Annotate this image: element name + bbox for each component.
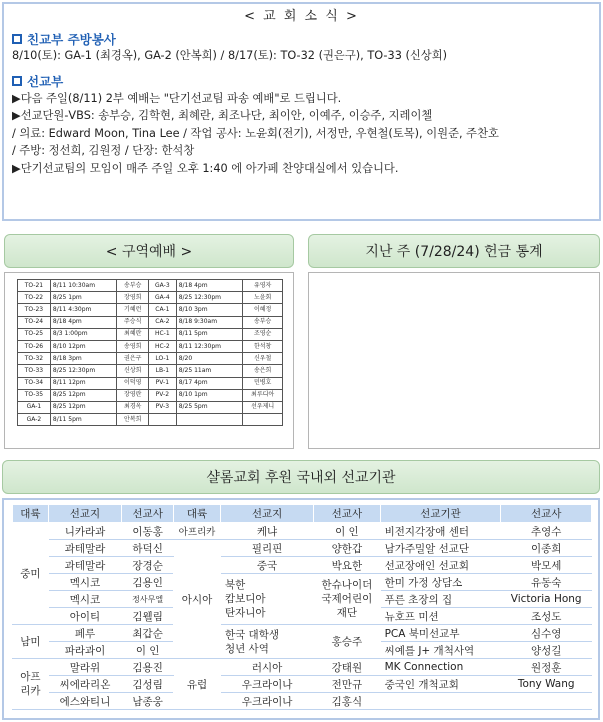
district-code: TO-33 [18, 365, 51, 377]
district-leader: 신우철 [243, 353, 283, 365]
worship-datetime: 8/3 1:00pm [50, 328, 117, 340]
worship-datetime: 8/11 10:30am [50, 280, 117, 292]
district-worship-title: < 구역예배 > [105, 244, 193, 260]
agency: 중국인 개척교회 [380, 676, 501, 693]
mission-field: 필리핀 [220, 540, 313, 557]
table-row [18, 353, 283, 365]
checkbox-square-icon [12, 76, 22, 86]
news-title: < 교 회 소 식 > [244, 9, 359, 24]
worship-datetime: 8/25 12:30pm [50, 365, 117, 377]
agency: PCA 북미선교부 [380, 625, 501, 642]
table-row [13, 557, 592, 574]
agency: 뉴호프 미션 [380, 608, 501, 625]
table-row [18, 280, 283, 292]
missionary: 강태원 [314, 659, 380, 676]
district-code: TO-35 [18, 389, 51, 401]
worship-datetime: 8/17 4pm [176, 377, 243, 389]
region-cell: 유럽 [174, 659, 221, 710]
column-header: 선교사 [501, 505, 592, 523]
district-leader: 이혜정 [243, 304, 283, 316]
mission-field: 니카라과 [48, 523, 121, 540]
missionary: 이 인 [314, 523, 380, 540]
missionary: 이동홍 [122, 523, 174, 540]
district-code: CA-1 [148, 304, 176, 316]
table-row [13, 693, 592, 710]
kitchen-line: 8/10(토): GA-1 (최경옥), GA-2 (안복희) / 8/17(토): TO-32 (권은구), TO-33 (신상희) [12, 49, 448, 62]
district-code: GA-2 [18, 414, 51, 426]
district-code: TO-26 [18, 340, 51, 352]
district-leader: 최혜란 [117, 328, 149, 340]
region-cell: 남미 [13, 625, 49, 659]
column-header: 대륙 [174, 505, 221, 523]
mission-field: 청년 사역 [224, 642, 269, 655]
table-row [18, 304, 283, 316]
section-heading-kitchen [12, 30, 591, 47]
mission-line: ▶선교단원-VBS: 송부승, 김학현, 최혜란, 최조나단, 최이안, 이예주, 이승주, 지레이첼 [12, 109, 433, 122]
missionary: 정사무엘 [122, 591, 174, 608]
mission-field: 중국 [220, 557, 313, 574]
district-leader: 조영순 [243, 328, 283, 340]
missionary: 김웰림 [122, 608, 174, 625]
district-code: LB-1 [148, 365, 176, 377]
district-leader: 장영희 [117, 292, 149, 304]
table-header-row [13, 505, 592, 523]
worship-datetime: 8/10 1pm [176, 389, 243, 401]
table-row [18, 328, 283, 340]
missions-table [12, 504, 592, 710]
table-row [18, 365, 283, 377]
district-leader: 한석창 [243, 340, 283, 352]
table-row [18, 389, 283, 401]
offering-stats-header [308, 234, 600, 268]
mission-field: 말라위 [48, 659, 121, 676]
table-row [18, 340, 283, 352]
worship-datetime [176, 414, 243, 426]
district-code: PV-1 [148, 377, 176, 389]
mission-field: 한국 대학생 [224, 628, 279, 641]
missionary: 추영수 [501, 523, 592, 540]
worship-datetime: 8/18 9:30am [176, 316, 243, 328]
missionary: 홍승주 [314, 625, 380, 659]
worship-datetime: 8/18 4pm [176, 280, 243, 292]
column-header: 선교사 [314, 505, 380, 523]
district-leader: 송부승 [117, 280, 149, 292]
district-leader: 민병호 [243, 377, 283, 389]
missions-table-box [2, 498, 600, 720]
missionary: 양성길 [501, 642, 592, 659]
missionary: 양한갑 [314, 540, 380, 557]
district-leader: 송부승 [243, 316, 283, 328]
mission-field: 캄보디아 [224, 593, 266, 605]
district-code: HC-1 [148, 328, 176, 340]
mission-line: / 의료: Edward Moon, Tina Lee / 작업 공사: 노윤회(전기), 서정만, 우현철(토목), 이원준, 주찬호 [12, 126, 499, 140]
district-worship-header [4, 234, 294, 268]
agency: 남가주밀알 선교단 [380, 540, 501, 557]
church-news-box [2, 2, 601, 221]
worship-datetime: 8/11 12:30pm [176, 340, 243, 352]
mission-field: 파라과이 [48, 642, 121, 659]
region-cell: 아프리카 [174, 523, 221, 540]
mission-field: 씨에라리온 [48, 676, 121, 693]
region-cell [13, 659, 49, 710]
missionary: 김홍식 [314, 693, 380, 710]
worship-datetime: 8/25 12pm [50, 389, 117, 401]
column-header: 선교사 [122, 505, 174, 523]
agency: 푸른 초장의 집 [380, 591, 501, 608]
mission-field: 아이티 [48, 608, 121, 625]
missionary: 전만규 [314, 676, 380, 693]
column-header: 선교기관 [380, 505, 501, 523]
worship-datetime: 8/25 12:30pm [176, 292, 243, 304]
district-code: TO-24 [18, 316, 51, 328]
missionary: 국제어린이 [321, 593, 373, 605]
agency: MK Connection [380, 659, 501, 676]
column-header: 선교지 [220, 505, 313, 523]
district-code: TO-21 [18, 280, 51, 292]
missionary: 박요한 [314, 557, 380, 574]
worship-datetime: 8/11 5pm [176, 328, 243, 340]
mission-field: 우크라이나 [220, 693, 313, 710]
agency: 한미 가정 상담소 [380, 574, 501, 591]
mission-field-group [220, 625, 313, 659]
mission-field: 과테말라 [48, 557, 121, 574]
mission-field: 과테말라 [48, 540, 121, 557]
worship-datetime: 8/25 11am [176, 365, 243, 377]
mission-field: 러시아 [220, 659, 313, 676]
missionary: Victoria Hong [501, 591, 592, 608]
mission-line: ▶다음 주일(8/11) 2부 예배는 "단기선교팀 파송 예배"로 드립니다. [12, 91, 342, 105]
table-row [13, 625, 592, 642]
table-row [13, 523, 592, 540]
mission-field: 우크라이나 [220, 676, 313, 693]
missionary: 한슈나이더 [321, 579, 373, 591]
district-code: GA-3 [148, 280, 176, 292]
table-row [18, 401, 283, 413]
missionary: 김용진 [122, 659, 174, 676]
district-leader: 안복희 [117, 414, 149, 426]
district-code: HC-2 [148, 340, 176, 352]
district-code: PV-2 [148, 389, 176, 401]
missionary: 심수영 [501, 625, 592, 642]
table-row [18, 377, 283, 389]
missionary: 김성림 [122, 676, 174, 693]
district-leader: 장영란 [117, 389, 149, 401]
table-row [13, 659, 592, 676]
worship-datetime: 8/25 12pm [50, 401, 117, 413]
kitchen-heading-label: 친교부 주방봉사 [27, 31, 116, 47]
mission-field: 북한 [224, 579, 246, 591]
district-code: TO-25 [18, 328, 51, 340]
district-leader: 송은희 [243, 365, 283, 377]
missionary [501, 693, 592, 710]
table-row [18, 316, 283, 328]
district-leader: 기혜런 [117, 304, 149, 316]
missionary: 장경순 [122, 557, 174, 574]
missions-title: 샬롬교회 후원 국내외 선교기관 [206, 470, 396, 486]
worship-datetime: 8/20 [176, 353, 243, 365]
mission-field: 페루 [48, 625, 121, 642]
worship-datetime: 8/11 4:30pm [50, 304, 117, 316]
column-header: 대륙 [13, 505, 49, 523]
missionary: 하덕신 [122, 540, 174, 557]
mission-field-group [220, 574, 313, 625]
agency [380, 693, 501, 710]
offering-stats-title: 지난 주 (7/28/24) 헌금 통계 [365, 244, 543, 260]
district-leader [243, 414, 283, 426]
district-code: TO-34 [18, 377, 51, 389]
mission-field: 멕시코 [48, 574, 121, 591]
missionary: 유동숙 [501, 574, 592, 591]
missionary: 최갑순 [122, 625, 174, 642]
worship-datetime: 8/18 3pm [50, 353, 117, 365]
worship-datetime: 8/18 4pm [50, 316, 117, 328]
missionary: 재단 [336, 607, 358, 619]
region-label: 아프리카 [20, 671, 41, 697]
missionary: 박모세 [501, 557, 592, 574]
mission-field: 멕시코 [48, 591, 121, 608]
district-leader: 최루디아 [243, 389, 283, 401]
district-code: TO-23 [18, 304, 51, 316]
worship-datetime: 8/11 12pm [50, 377, 117, 389]
missionary: Tony Wang [501, 676, 592, 693]
worship-datetime: 8/11 5pm [50, 414, 117, 426]
worship-datetime: 8/25 5pm [176, 401, 243, 413]
mission-field: 에스와티니 [48, 693, 121, 710]
worship-datetime: 8/10 3pm [176, 304, 243, 316]
missions-header [2, 460, 600, 494]
district-schedule-panel [4, 272, 294, 449]
checkbox-square-icon [12, 34, 22, 44]
agency: 비전지각장애 센터 [380, 523, 501, 540]
missionary: 원정훈 [501, 659, 592, 676]
district-code: CA-2 [148, 316, 176, 328]
missionary: 남종웅 [122, 693, 174, 710]
missionary-group [314, 574, 380, 625]
missionary: 이종희 [501, 540, 592, 557]
missionary: 김용인 [122, 574, 174, 591]
agency: 선교장애인 선교회 [380, 557, 501, 574]
district-leader: 신상희 [117, 365, 149, 377]
missions-heading-label: 선교부 [27, 74, 64, 89]
region-cell: 아시아 [174, 540, 221, 659]
mission-field: 탄자니아 [224, 607, 266, 619]
table-row [18, 414, 283, 426]
mission-line: ▶단기선교팀의 모임이 매주 주일 오후 1:40 에 아가페 찬양대실에서 있습니다. [12, 161, 399, 175]
table-row [13, 540, 592, 557]
worship-datetime: 8/25 1pm [50, 292, 117, 304]
district-leader: 유영자 [243, 280, 283, 292]
district-schedule-table [17, 279, 283, 426]
district-leader: 최경옥 [117, 401, 149, 413]
missionary: 이 인 [122, 642, 174, 659]
district-code: TO-22 [18, 292, 51, 304]
table-row [18, 292, 283, 304]
district-leader: 이덕영 [117, 377, 149, 389]
missionary: 조성도 [501, 608, 592, 625]
district-leader: 주승식 [117, 316, 149, 328]
table-row [13, 574, 592, 591]
mission-line: / 주방: 정선희, 김원정 / 단장: 한석창 [12, 144, 195, 157]
district-code: GA-1 [18, 401, 51, 413]
offering-stats-panel [308, 272, 600, 449]
district-code: PV-3 [148, 401, 176, 413]
district-code [148, 414, 176, 426]
district-leader: 송영희 [117, 340, 149, 352]
region-cell: 중미 [13, 523, 49, 625]
mission-field: 케냐 [220, 523, 313, 540]
section-heading-missions [12, 73, 591, 90]
district-leader: 노윤회 [243, 292, 283, 304]
district-code: TO-32 [18, 353, 51, 365]
worship-datetime: 8/10 12pm [50, 340, 117, 352]
agency: 씨예를 J+ 개척사역 [380, 642, 501, 659]
table-row [13, 676, 592, 693]
district-code: LO-1 [148, 353, 176, 365]
district-leader: 선우제니 [243, 401, 283, 413]
district-code: GA-4 [148, 292, 176, 304]
district-leader: 권은구 [117, 353, 149, 365]
column-header: 선교지 [48, 505, 121, 523]
